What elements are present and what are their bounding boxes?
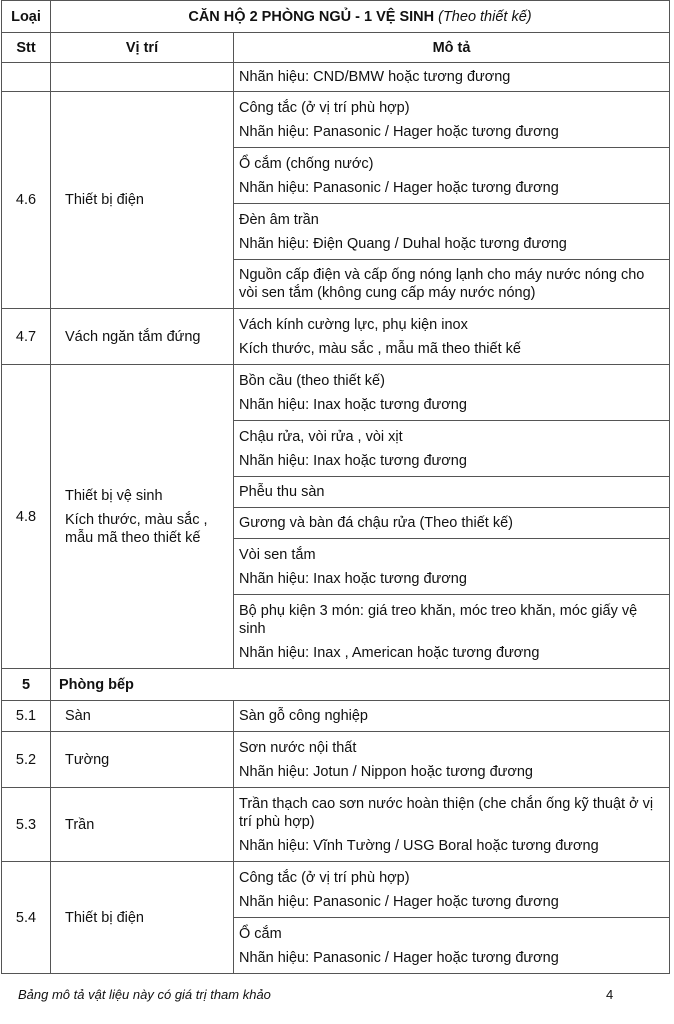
row-location [51,365,234,669]
description-cell [234,63,670,92]
row-location [51,701,234,732]
description-cell [234,92,670,148]
row-location [51,92,234,309]
description-line: Công tắc (ở vị trí phù hợp) [239,99,410,116]
row-location [51,862,234,974]
description-cell [234,539,670,595]
location-text: Thiết bị vệ sinh [65,487,163,504]
description-line: Vòi sen tắm [239,546,316,563]
description-cell [234,477,670,508]
description-line: Chậu rửa, vòi rửa , vòi xịt [239,428,403,445]
description-cell [234,204,670,260]
description-cell [234,421,670,477]
description-cell [234,918,670,974]
type-header: Loại [2,1,51,33]
row-number: 4.7 [2,309,51,365]
title-text: CĂN HỘ 2 PHÒNG NGỦ - 1 VỆ SINH [188,8,435,25]
description-cell [234,508,670,539]
description-cell [234,862,670,918]
row-location [51,788,234,862]
description-line: Nhãn hiệu: Điện Quang / Duhal hoặc tương đương [239,235,567,252]
table-row [2,63,670,92]
row-number: 5.3 [2,788,51,862]
materials-table [1,0,670,974]
row-number: 4.8 [2,365,51,669]
section-number: 5 [2,669,51,701]
description-line: Nhãn hiệu: Panasonic / Hager hoặc tương đương [239,179,559,196]
row-number: 5.2 [2,732,51,788]
row-number: 5.4 [2,862,51,974]
description-cell [234,309,670,365]
section-row [2,669,670,701]
footer-note: Bảng mô tả vật liệu này có giá trị tham khảo [18,987,271,1002]
description-cell [234,701,670,732]
description-line: Sàn gỗ công nghiệp [239,708,368,724]
col-header-description: Mô tả [234,33,670,63]
col-header-stt: Stt [2,33,51,63]
column-header-row [2,33,670,63]
description-line: Nhãn hiệu: Inax hoặc tương đương [239,570,467,587]
description-line: Sơn nước nội thất [239,739,357,756]
description-line: Nhãn hiệu: Panasonic / Hager hoặc tương đương [239,123,559,140]
location-text: Vách ngăn tắm đứng [65,328,201,345]
description-line: Gương và bàn đá chậu rửa (Theo thiết kế) [239,515,513,531]
description-line: Nhãn hiệu: Panasonic / Hager hoặc tương đương [239,949,559,966]
location-text: Kích thước, màu sắc , mẫu mã theo thiết kế [65,511,208,546]
row-location [51,732,234,788]
description-line: Bộ phụ kiện 3 món: giá treo khăn, móc treo khăn, móc giấy vệ sinh [239,602,638,637]
table-row [2,862,670,918]
row-number: 4.6 [2,92,51,309]
row-number: 5.1 [2,701,51,732]
page-number: 4 [606,987,614,1002]
table-title [51,1,670,33]
description-line: Nhãn hiệu: Inax , American hoặc tương đương [239,644,540,661]
description-line: Đèn âm trần [239,211,319,228]
location-text: Tường [65,751,110,768]
description-line: Nhãn hiệu: Vĩnh Tường / USG Boral hoặc tương đương [239,837,599,854]
description-line: Nhãn hiệu: Inax hoặc tương đương [239,452,467,469]
description-line: Nhãn hiệu: Inax hoặc tương đương [239,396,467,413]
row-location [51,309,234,365]
description-line: Kích thước, màu sắc , mẫu mã theo thiết kế [239,340,521,357]
section-title: Phòng bếp [51,669,670,701]
description-line: Nhãn hiệu: Panasonic / Hager hoặc tương đương [239,893,559,910]
location-text: Thiết bị điện [65,909,144,926]
description-cell [234,595,670,669]
description-line: Phễu thu sàn [239,484,325,500]
description-cell [234,732,670,788]
description-line: Bồn cầu (theo thiết kế) [239,372,385,389]
table-row [2,365,670,421]
location-text: Sàn [65,708,91,724]
title-note: (Theo thiết kế) [438,8,532,25]
row-number [2,63,51,92]
location-text: Trần [65,816,95,833]
description-line: Nhãn hiệu: Jotun / Nippon hoặc tương đương [239,763,533,780]
row-location [51,63,234,92]
description-cell [234,148,670,204]
description-line: Nguồn cấp điện và cấp ống nóng lạnh cho máy nước nóng cho vòi sen tắm (không cung cấp máy nước nóng) [239,267,645,301]
table-row [2,788,670,862]
location-text: Thiết bị điện [65,192,144,208]
description-line: Trần thạch cao sơn nước hoàn thiện (che chắn ống kỹ thuật ở vị trí phù hợp) [239,795,654,830]
description-cell [234,365,670,421]
table-row [2,701,670,732]
col-header-location: Vị trí [51,33,234,63]
table-title-row [2,1,670,33]
table-row [2,309,670,365]
description-line: Ổ cắm [239,925,282,942]
description-line: Ổ cắm (chống nước) [239,155,374,172]
description-line: Nhãn hiệu: CND/BMW hoặc tương đương [239,69,511,85]
description-cell [234,260,670,309]
table-row [2,732,670,788]
description-line: Công tắc (ở vị trí phù hợp) [239,869,410,886]
description-line: Vách kính cường lực, phụ kiện inox [239,316,468,333]
description-cell [234,788,670,862]
table-row [2,92,670,148]
